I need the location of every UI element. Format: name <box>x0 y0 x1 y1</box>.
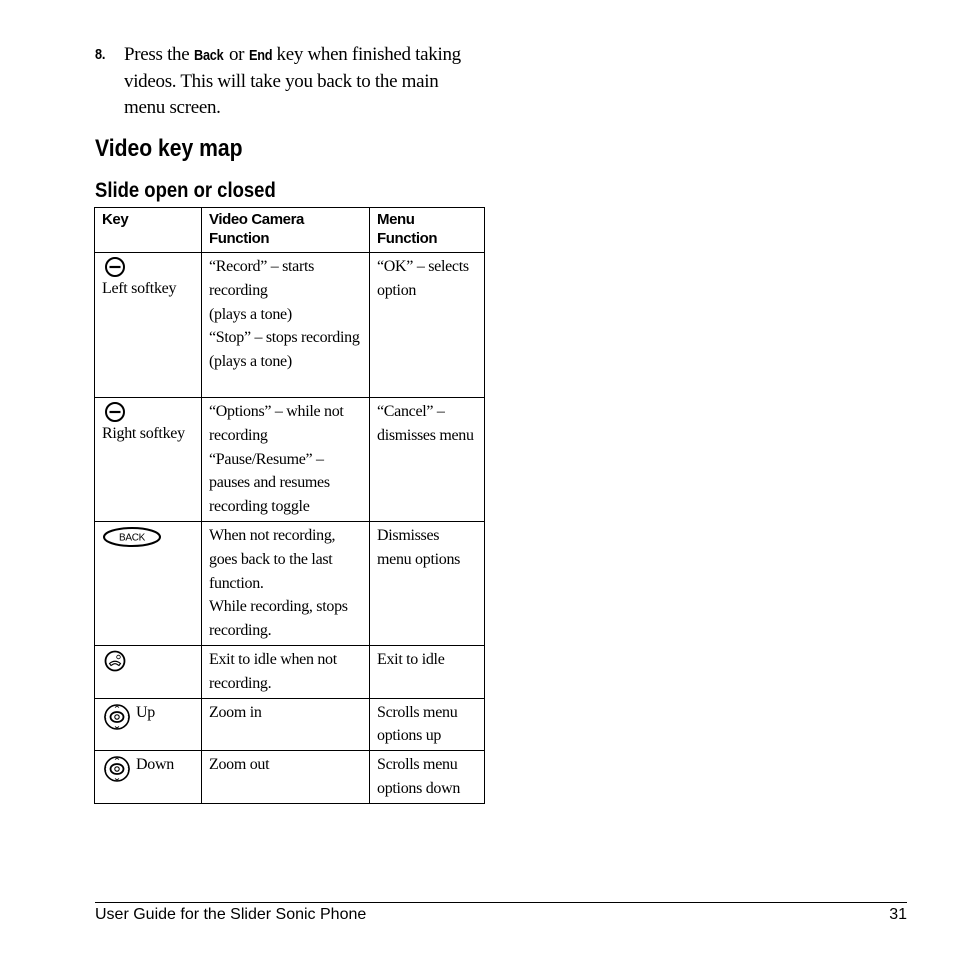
video-function-line: “Options” – while not recording <box>209 403 344 444</box>
key-cell <box>95 521 202 645</box>
video-function-line: “Record” – starts recording <box>209 258 315 299</box>
key-cell <box>95 751 202 804</box>
key-label: Left softkey <box>102 280 177 297</box>
video-function-line: Zoom in <box>209 703 262 721</box>
video-key-map-table <box>94 207 485 804</box>
table-row <box>95 521 485 645</box>
table-row <box>95 645 485 698</box>
video-function-line: Exit to idle when not recording. <box>209 650 337 692</box>
menu-function-cell <box>370 751 485 804</box>
end-key-icon <box>102 650 128 672</box>
footer-rule <box>95 902 907 903</box>
menu-function-line: “OK” – selects option <box>377 258 469 299</box>
key-cell <box>95 698 202 751</box>
video-function-line: When not recording, goes back to the last function. <box>209 526 336 592</box>
video-function-line: While recording, stops recording. <box>209 598 348 640</box>
video-function-line: (plays a tone) <box>209 353 292 371</box>
menu-function-line: Scrolls menu options down <box>377 756 461 797</box>
key-label: Right softkey <box>102 425 185 442</box>
page-number: 31 <box>889 906 907 923</box>
video-function-line: (plays a tone) <box>209 305 292 323</box>
key-label: Up <box>136 703 155 721</box>
column-header-video-function: Video Camera Function <box>202 208 370 253</box>
menu-function-cell <box>370 253 485 398</box>
table-row <box>95 698 485 751</box>
step-number: 8. <box>95 46 106 63</box>
table-header-row <box>95 208 485 253</box>
right-softkey-icon <box>102 402 128 422</box>
subsection-heading: Slide open or closed <box>95 179 276 202</box>
section-heading: Video key map <box>95 135 243 162</box>
menu-function-line: Scrolls menu options up <box>377 703 458 745</box>
menu-function-line: “Cancel” – dismisses menu <box>377 403 474 444</box>
video-function-cell <box>202 751 370 804</box>
menu-function-cell <box>370 698 485 751</box>
step-text-part: Press the <box>124 44 194 65</box>
key-label: Down <box>136 756 174 774</box>
back-key-icon <box>102 526 162 548</box>
step-text <box>124 42 475 121</box>
video-function-cell <box>202 253 370 398</box>
end-key-name: End <box>248 47 272 64</box>
video-function-line: Zoom out <box>209 756 270 774</box>
video-function-cell <box>202 521 370 645</box>
step-8 <box>95 42 475 121</box>
back-key-name: Back <box>193 47 224 64</box>
key-cell <box>95 253 202 398</box>
step-text-part: key when finished taking videos. This will take you back to the main menu screen. <box>124 44 461 118</box>
video-function-cell <box>202 398 370 522</box>
table-row <box>95 398 485 522</box>
footer-title: User Guide for the Slider Sonic Phone <box>95 906 367 923</box>
key-cell <box>95 645 202 698</box>
back-key-icon-label: BACK <box>118 532 146 544</box>
video-function-cell <box>202 698 370 751</box>
nav-up-icon <box>102 704 132 730</box>
menu-function-line: Exit to idle <box>377 650 445 668</box>
table-row <box>95 751 485 804</box>
table-row <box>95 253 485 398</box>
key-cell <box>95 398 202 522</box>
nav-down-icon <box>102 756 132 782</box>
column-header-key: Key <box>95 208 202 253</box>
menu-function-cell <box>370 645 485 698</box>
menu-function-line: Dismisses menu options <box>377 526 461 568</box>
menu-function-cell <box>370 398 485 522</box>
step-text-part: or <box>224 44 249 65</box>
video-function-line: “Stop” – stops recording <box>209 329 360 347</box>
video-function-line: “Pause/Resume” – pauses and resumes recording toggle <box>209 450 330 516</box>
menu-function-cell <box>370 521 485 645</box>
column-header-menu-function: Menu Function <box>370 208 485 253</box>
video-function-cell <box>202 645 370 698</box>
left-softkey-icon <box>102 257 128 277</box>
